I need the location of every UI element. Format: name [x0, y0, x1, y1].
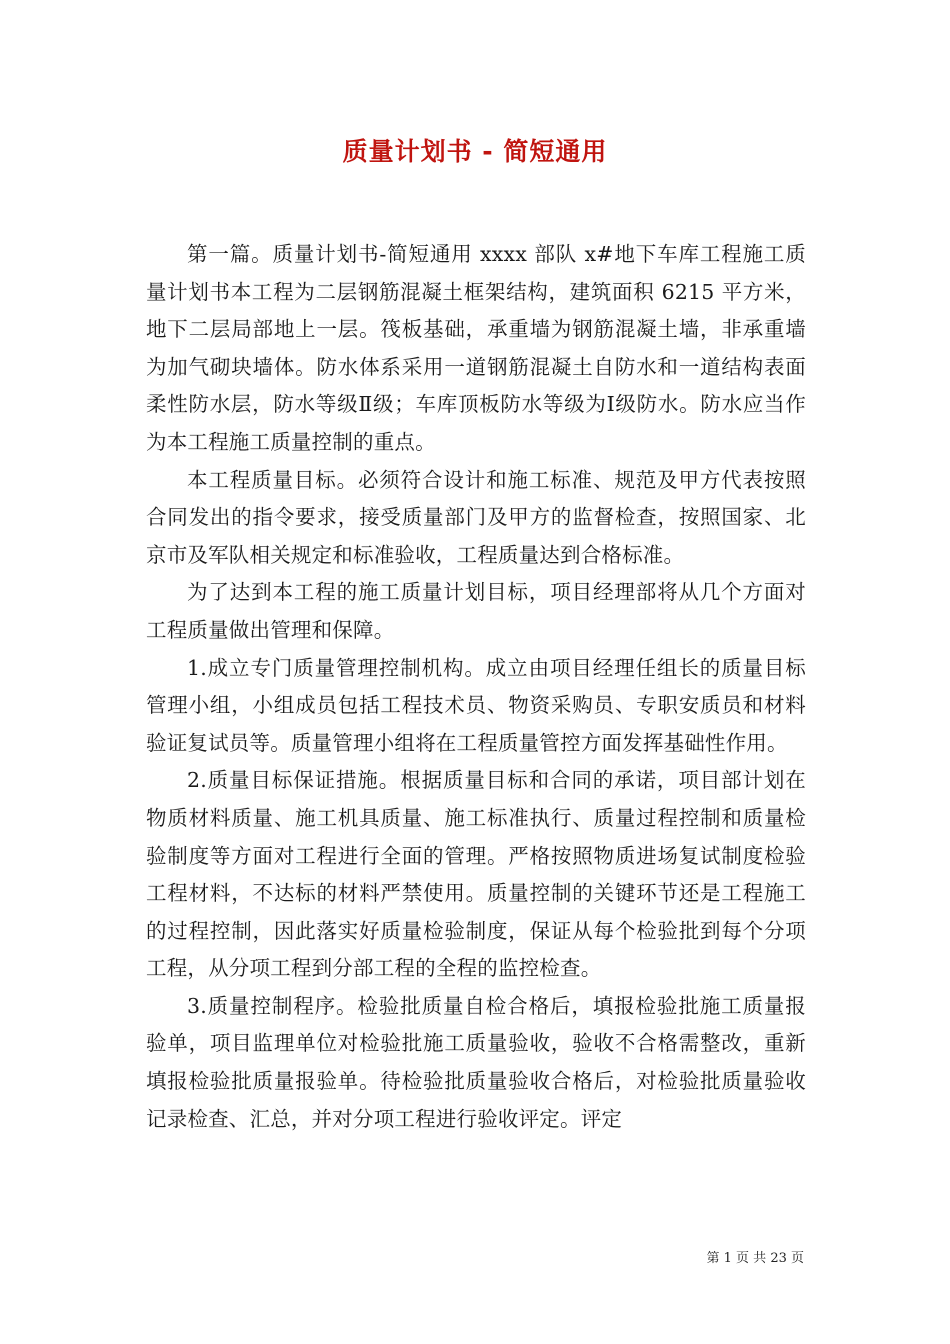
paragraph-5: 2.质量目标保证措施。根据质量目标和合同的承诺，项目部计划在物质材料质量、施工机具质量、施工标准执行、质量过程控制和质量检验制度等方面对工程进行全面的管理。严格按照物质进场复试制度检验工程材料，不达标的材料严禁使用。质量控制的关键环节还是工程施工的过程控制，因此落实好质量检验制度，保证从每个检验批到每个分项工程，从分项工程到分部工程的全程的监控检查。	[146, 768, 806, 981]
paragraph-6: 3.质量控制程序。检验批质量自检合格后，填报检验批施工质量报验单，项目监理单位对检验批施工质量验收，验收不合格需整改，重新填报检验批质量报验单。待检验批质量验收合格后，对检验批质量验收记录检查、汇总，并对分项工程进行验收评定。评定	[146, 993, 806, 1131]
paragraph-4: 1.成立专门质量管理控制机构。成立由项目经理任组长的质量目标管理小组，小组成员包括工程技术员、物资采购员、专职安质员和材料验证复试员等。质量管理小组将在工程质量管控方面发挥基础性作用。	[146, 655, 806, 755]
paragraph-1: 第一篇。质量计划书-简短通用 xxxx 部队 x#地下车库工程施工质量计划书本工程为二层钢筋混凝土框架结构，建筑面积 6215 平方米，地下二层局部地上一层。筏板基础，承重墙为钢筋混凝土墙，非承重墙为加气砌块墙体。防水体系采用一道钢筋混凝土自防水和一道结构表面柔性防水层，防水等级Ⅱ级；车库顶板防水等级为Ⅰ级防水。防水应当作为本工程施工质量控制的重点。	[146, 242, 806, 454]
page-number-footer	[707, 1247, 804, 1266]
paragraph-2: 本工程质量目标。必须符合设计和施工标准、规范及甲方代表按照合同发出的指令要求，接受质量部门及甲方的监督检查，按照国家、北京市及军队相关规定和标准验收，工程质量达到合格标准。	[146, 467, 806, 567]
page-number-label: 第 1 页 共 23 页	[706, 1251, 804, 1266]
document-title: 质量计划书 - 简短通用	[342, 137, 608, 166]
paragraph-3: 为了达到本工程的施工质量计划目标，项目经理部将从几个方面对工程质量做出管理和保障。	[146, 580, 806, 642]
document-body	[146, 236, 806, 1138]
